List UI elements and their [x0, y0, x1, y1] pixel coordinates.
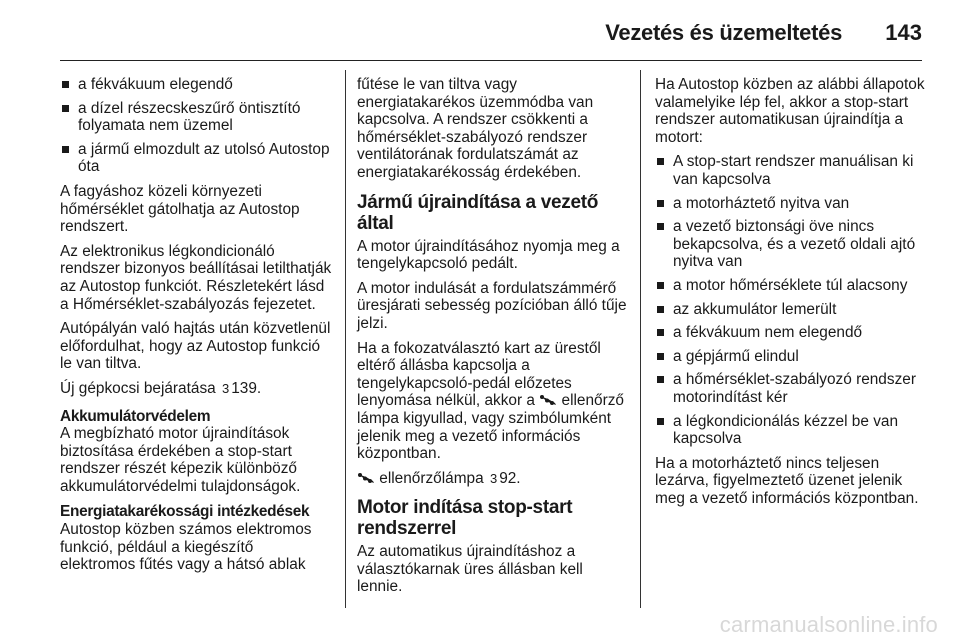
paragraph: Autópályán való hajtás után közvetlenül előfordulhat, hogy az Autostop funkció le van tiltva. [60, 320, 331, 373]
list-item: a légkondicionálás kézzel be van kapcsolva [655, 413, 930, 448]
column-3 [655, 76, 930, 514]
column-divider-2 [640, 70, 641, 608]
paragraph: Ha a motorháztető nincs teljesen lezárva, figyelmeztető üzenet jelenik meg a vezető információs központban. [655, 454, 919, 507]
list-item: A stop-start rendszer manuálisan ki van kapcsolva [655, 153, 930, 188]
paragraph: A fagyáshoz közeli környezeti hőmérséklet gátolhatja az Autostop rendszert. [60, 182, 300, 236]
paragraph: Az automatikus újraindításhoz a választókarnak üres állásban kell lennie. [357, 543, 583, 596]
paragraph: fűtése le van tiltva vagy energiatakarékos üzemmódba van kapcsolva. A rendszer csökkenti a hőmérséklet-szabályozó rendszer ventilátorának fordulatszámát az energiatakarékosság érdekében. [357, 76, 594, 181]
column-2 [357, 76, 629, 603]
page-number: 143 [885, 20, 922, 45]
bullet-icon [62, 81, 69, 88]
paragraph: A motor indulását a fordulatszámmérő üresjárati sebesség pozícióban álló tűje jelzi. [357, 279, 627, 332]
cross-reference-icon: 3 [489, 470, 498, 486]
list-item: a hőmérséklet-szabályozó rendszer motorindítást kér [655, 371, 930, 406]
list-item: a fékvákuum nem elegendő [655, 324, 930, 342]
bullet-icon [657, 376, 664, 383]
bullet-icon [657, 223, 664, 230]
paragraph-xref: ellenőrzőlámpa 3 92. [357, 470, 629, 488]
list-item: a vezető biztonsági öve nincs bekapcsolva, és a vezető oldali ajtó nyitva van [655, 218, 930, 271]
paragraph: A motor újraindításához nyomja meg a tengelykapcsoló pedált. [357, 237, 620, 273]
eco-stop-start-icon [357, 472, 375, 484]
cross-reference-icon: 3 [221, 380, 230, 396]
bullet-icon [657, 282, 664, 289]
paragraph: Ha a fokozatválasztó kart az ürestől eltérő állásba kapcsolja a tengelykapcsoló-pedál előzetes lenyomása nélkül, akkor a ellenőrző lámpa kigyullad, vagy szimbólumként jelenik meg a vezető információs központban. [357, 339, 624, 463]
restart-conditions-list [655, 153, 930, 447]
list-item: a jármű elmozdult az utolsó Autostop óta [60, 141, 332, 176]
paragraph: Az elektronikus légkondicionáló rendszer bizonyos beállításai letilthatják az Autostop funkciót. Részletekért lásd a Hőmérséklet-szabályozás fejezetet. [60, 242, 332, 313]
watermark: carmanualsonline.info [719, 612, 938, 637]
column-1 [60, 76, 332, 581]
bullet-icon [657, 329, 664, 336]
list-item: a motorháztető nyitva van [655, 195, 930, 213]
list-item: a gépjármű elindul [655, 348, 930, 366]
paragraph-xref: Új gépkocsi bejáratása 3 139. [60, 379, 262, 397]
page-reference-link[interactable]: 92. [499, 469, 521, 487]
conditions-list-1 [60, 76, 332, 176]
bullet-icon [657, 306, 664, 313]
paragraph: Autostop közben számos elektromos funkció, például a kiegészítő elektromos fűtés vagy a hátsó ablak [60, 521, 312, 574]
bullet-icon [657, 200, 664, 207]
bullet-icon [62, 105, 69, 112]
column-divider-1 [345, 70, 346, 608]
list-item: a dízel részecskeszűrő öntisztító folyamata nem üzemel [60, 100, 332, 135]
paragraph: A megbízható motor újraindítások biztosítása érdekében a stop-start rendszer részét képezik különböző akkumulátorvédelmi tulajdonságok. [60, 425, 301, 495]
bullet-icon [62, 146, 69, 153]
bullet-icon [657, 418, 664, 425]
page-reference-link[interactable]: 139. [231, 379, 262, 397]
list-item: a fékvákuum elegendő [60, 76, 332, 94]
list-item: az akkumulátor lemerült [655, 301, 930, 319]
bullet-icon [657, 158, 664, 165]
subheading-energy: Energiatakarékossági intézkedések [60, 503, 310, 521]
header-divider [60, 60, 922, 61]
paragraph: Ha Autostop közben az alábbi állapotok valamelyike lép fel, akkor a stop-start rendszer automatikusan újraindítja a motort: [655, 76, 925, 146]
bullet-icon [657, 353, 664, 360]
eco-stop-start-icon [539, 394, 557, 406]
list-item: a motor hőmérséklete túl alacsony [655, 277, 930, 295]
section-title: Vezetés és üzemeltetés [605, 20, 842, 45]
subheading-battery: Akkumulátorvédelem [60, 407, 211, 425]
section-heading-motor-start: Motor indítása stop-start rendszerrel [357, 497, 573, 540]
section-heading-restart: Jármű újraindítása a vezető által [357, 191, 599, 234]
page-header [0, 0, 960, 64]
